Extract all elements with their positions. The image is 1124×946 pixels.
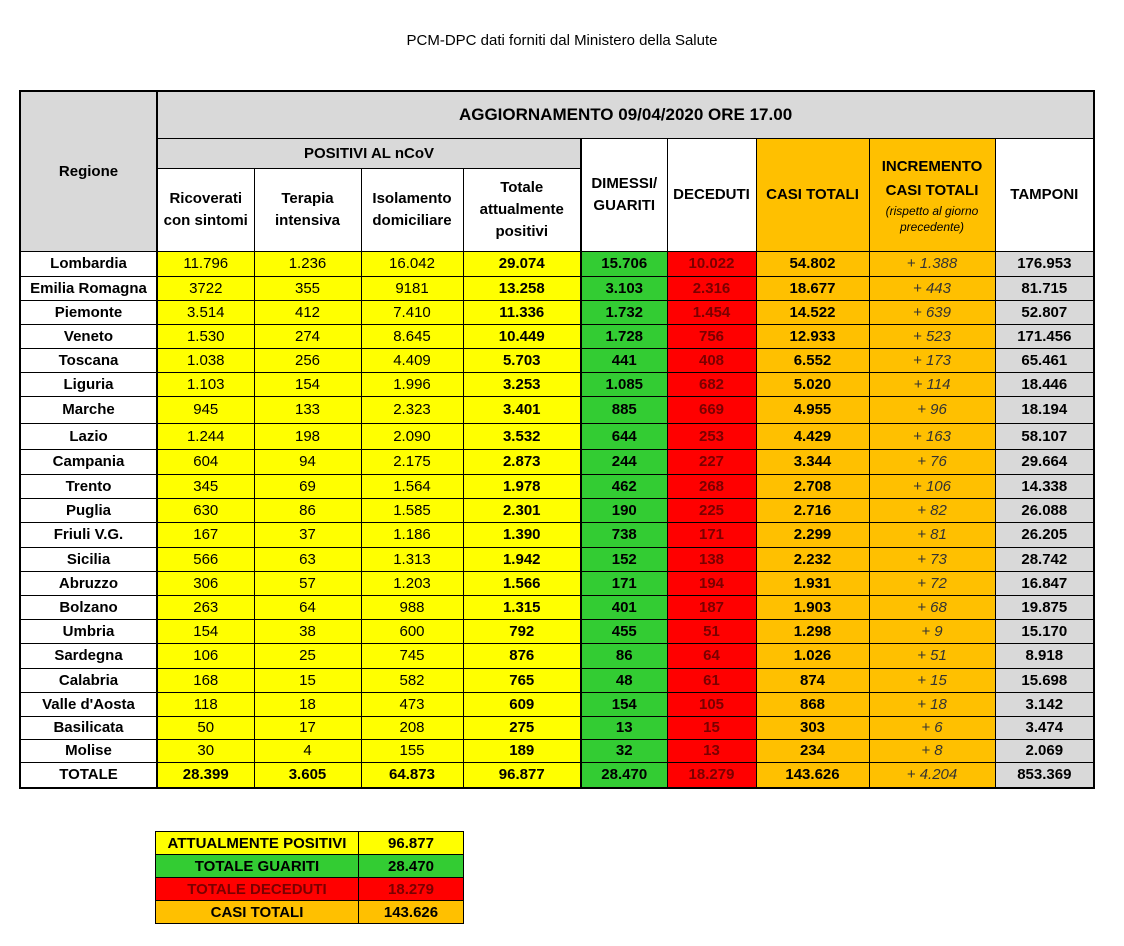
cell-regione: Lombardia: [20, 251, 157, 276]
summary-label: CASI TOTALI: [156, 901, 359, 924]
cell-deceduti: 13: [667, 739, 756, 762]
cell-tamponi: 18.446: [995, 372, 1094, 396]
cell-totale-positivi: 13.258: [463, 276, 581, 300]
summary-row: [156, 878, 464, 901]
cell-dimessi: 1.085: [581, 372, 667, 396]
cell-totale-positivi: 29.074: [463, 251, 581, 276]
cell-totale-positivi: 11.336: [463, 300, 581, 324]
cell-terapia: 4: [254, 739, 361, 762]
cell-isolamento: 473: [361, 692, 463, 716]
cell-totale-positivi: 1.315: [463, 595, 581, 619]
cell-dimessi: 3.103: [581, 276, 667, 300]
totale-deceduti: 18.279: [667, 762, 756, 788]
cell-regione: Abruzzo: [20, 571, 157, 595]
cell-ricoverati: 1.103: [157, 372, 254, 396]
cell-tamponi: 29.664: [995, 449, 1094, 474]
table-row: [20, 595, 1094, 619]
table-row: [20, 372, 1094, 396]
cell-isolamento: 1.996: [361, 372, 463, 396]
cell-dimessi: 190: [581, 498, 667, 522]
cell-terapia: 86: [254, 498, 361, 522]
header-dimessi: DIMESSI/ GUARITI: [581, 138, 667, 251]
cell-isolamento: 7.410: [361, 300, 463, 324]
cell-regione: Sicilia: [20, 547, 157, 571]
table-row: [20, 251, 1094, 276]
cell-terapia: 63: [254, 547, 361, 571]
cell-isolamento: 745: [361, 643, 463, 668]
cell-incremento: + 96: [869, 396, 995, 423]
source-title: PCM-DPC dati forniti dal Ministero della Salute: [406, 32, 718, 49]
cell-regione: Liguria: [20, 372, 157, 396]
totale-casi: 143.626: [756, 762, 869, 788]
totale-attualmente-positivi: 96.877: [463, 762, 581, 788]
cell-totale-positivi: 5.703: [463, 348, 581, 372]
header-positivi: POSITIVI AL nCoV: [157, 138, 581, 168]
cell-dimessi: 48: [581, 668, 667, 692]
cell-dimessi: 32: [581, 739, 667, 762]
cell-terapia: 355: [254, 276, 361, 300]
cell-incremento: + 82: [869, 498, 995, 522]
summary-label: ATTUALMENTE POSITIVI: [156, 832, 359, 855]
cell-totale-positivi: 3.401: [463, 396, 581, 423]
summary-label: TOTALE DECEDUTI: [156, 878, 359, 901]
cell-tamponi: 16.847: [995, 571, 1094, 595]
cell-dimessi: 15.706: [581, 251, 667, 276]
cell-casi-totali: 6.552: [756, 348, 869, 372]
header-tamponi: TAMPONI: [995, 138, 1094, 251]
cell-isolamento: 4.409: [361, 348, 463, 372]
header-casi-totali: CASI TOTALI: [756, 138, 869, 251]
cell-ricoverati: 263: [157, 595, 254, 619]
cell-tamponi: 14.338: [995, 474, 1094, 498]
cell-regione: Campania: [20, 449, 157, 474]
header-ricoverati: Ricoverati con sintomi: [157, 168, 254, 251]
cell-ricoverati: 118: [157, 692, 254, 716]
summary-label: TOTALE GUARITI: [156, 855, 359, 878]
cell-incremento: + 73: [869, 547, 995, 571]
cell-casi-totali: 12.933: [756, 324, 869, 348]
table-row: [20, 348, 1094, 372]
cell-incremento: + 72: [869, 571, 995, 595]
cell-totale-positivi: 189: [463, 739, 581, 762]
cell-regione: Friuli V.G.: [20, 522, 157, 547]
table-row: [20, 522, 1094, 547]
cell-incremento: + 106: [869, 474, 995, 498]
cell-deceduti: 756: [667, 324, 756, 348]
cell-terapia: 133: [254, 396, 361, 423]
cell-regione: Lazio: [20, 423, 157, 449]
cell-ricoverati: 1.038: [157, 348, 254, 372]
cell-casi-totali: 1.903: [756, 595, 869, 619]
summary-value: 18.279: [359, 878, 464, 901]
cell-totale-positivi: 3.253: [463, 372, 581, 396]
cell-regione: Umbria: [20, 619, 157, 643]
cell-totale-positivi: 765: [463, 668, 581, 692]
cell-incremento: + 163: [869, 423, 995, 449]
totale-terapia: 3.605: [254, 762, 361, 788]
cell-dimessi: 244: [581, 449, 667, 474]
cell-isolamento: 1.585: [361, 498, 463, 522]
totale-tamponi: 853.369: [995, 762, 1094, 788]
cell-tamponi: 2.069: [995, 739, 1094, 762]
cell-tamponi: 18.194: [995, 396, 1094, 423]
cell-tamponi: 52.807: [995, 300, 1094, 324]
cell-tamponi: 3.474: [995, 716, 1094, 739]
cell-isolamento: 600: [361, 619, 463, 643]
table-row: [20, 668, 1094, 692]
cell-ricoverati: 306: [157, 571, 254, 595]
cell-dimessi: 441: [581, 348, 667, 372]
totale-row: [20, 762, 1094, 788]
cell-incremento: + 9: [869, 619, 995, 643]
cell-incremento: + 8: [869, 739, 995, 762]
summary-value: 28.470: [359, 855, 464, 878]
cell-casi-totali: 868: [756, 692, 869, 716]
table-row: [20, 324, 1094, 348]
cell-incremento: + 114: [869, 372, 995, 396]
cell-dimessi: 154: [581, 692, 667, 716]
cell-ricoverati: 167: [157, 522, 254, 547]
cell-dimessi: 455: [581, 619, 667, 643]
header-incremento-title: INCREMENTO CASI TOTALI: [881, 157, 983, 199]
cell-isolamento: 8.645: [361, 324, 463, 348]
cell-ricoverati: 945: [157, 396, 254, 423]
cell-casi-totali: 4.955: [756, 396, 869, 423]
cell-dimessi: 644: [581, 423, 667, 449]
cell-totale-positivi: 876: [463, 643, 581, 668]
cell-totale-positivi: 792: [463, 619, 581, 643]
cell-isolamento: 2.090: [361, 423, 463, 449]
cell-isolamento: 2.323: [361, 396, 463, 423]
header-incremento: [869, 138, 995, 251]
cell-regione: Puglia: [20, 498, 157, 522]
table-row: [20, 571, 1094, 595]
header-regione: Regione: [20, 91, 157, 251]
cell-casi-totali: 2.716: [756, 498, 869, 522]
header-totale-positivi: Totale attualmente positivi: [463, 168, 581, 251]
table-row: [20, 619, 1094, 643]
cell-casi-totali: 1.026: [756, 643, 869, 668]
cell-tamponi: 65.461: [995, 348, 1094, 372]
cell-terapia: 18: [254, 692, 361, 716]
cell-ricoverati: 1.244: [157, 423, 254, 449]
cell-incremento: + 81: [869, 522, 995, 547]
table-row: [20, 396, 1094, 423]
cell-terapia: 256: [254, 348, 361, 372]
cell-deceduti: 1.454: [667, 300, 756, 324]
cell-deceduti: 138: [667, 547, 756, 571]
cell-isolamento: 988: [361, 595, 463, 619]
cell-totale-positivi: 3.532: [463, 423, 581, 449]
totale-incremento: + 4.204: [869, 762, 995, 788]
cell-isolamento: 208: [361, 716, 463, 739]
cell-ricoverati: 11.796: [157, 251, 254, 276]
cell-incremento: + 173: [869, 348, 995, 372]
cell-casi-totali: 1.931: [756, 571, 869, 595]
cell-incremento: + 76: [869, 449, 995, 474]
cell-dimessi: 885: [581, 396, 667, 423]
cell-totale-positivi: 1.978: [463, 474, 581, 498]
summary-value: 96.877: [359, 832, 464, 855]
cell-terapia: 412: [254, 300, 361, 324]
cell-isolamento: 1.313: [361, 547, 463, 571]
cell-tamponi: 28.742: [995, 547, 1094, 571]
covid-regions-table: [19, 90, 1095, 789]
cell-dimessi: 401: [581, 595, 667, 619]
cell-deceduti: 105: [667, 692, 756, 716]
cell-tamponi: 58.107: [995, 423, 1094, 449]
summary-table: [155, 831, 464, 924]
cell-terapia: 57: [254, 571, 361, 595]
header-incremento-sub: (rispetto al giorno precedente): [885, 203, 979, 234]
cell-casi-totali: 2.708: [756, 474, 869, 498]
cell-isolamento: 1.564: [361, 474, 463, 498]
cell-deceduti: 227: [667, 449, 756, 474]
cell-incremento: + 6: [869, 716, 995, 739]
cell-dimessi: 86: [581, 643, 667, 668]
cell-deceduti: 171: [667, 522, 756, 547]
cell-tamponi: 171.456: [995, 324, 1094, 348]
cell-deceduti: 10.022: [667, 251, 756, 276]
cell-isolamento: 1.186: [361, 522, 463, 547]
cell-regione: Toscana: [20, 348, 157, 372]
cell-tamponi: 26.205: [995, 522, 1094, 547]
cell-regione: Emilia Romagna: [20, 276, 157, 300]
cell-totale-positivi: 2.301: [463, 498, 581, 522]
cell-deceduti: 15: [667, 716, 756, 739]
cell-dimessi: 1.732: [581, 300, 667, 324]
table-row: [20, 692, 1094, 716]
cell-totale-positivi: 1.390: [463, 522, 581, 547]
cell-dimessi: 462: [581, 474, 667, 498]
cell-terapia: 64: [254, 595, 361, 619]
cell-totale-positivi: 1.942: [463, 547, 581, 571]
cell-dimessi: 152: [581, 547, 667, 571]
cell-ricoverati: 630: [157, 498, 254, 522]
table-row: [20, 449, 1094, 474]
cell-deceduti: 268: [667, 474, 756, 498]
cell-tamponi: 176.953: [995, 251, 1094, 276]
cell-ricoverati: 154: [157, 619, 254, 643]
cell-regione: Bolzano: [20, 595, 157, 619]
cell-regione: Molise: [20, 739, 157, 762]
cell-incremento: + 1.388: [869, 251, 995, 276]
cell-ricoverati: 3.514: [157, 300, 254, 324]
cell-incremento: + 51: [869, 643, 995, 668]
totale-isolamento: 64.873: [361, 762, 463, 788]
cell-deceduti: 194: [667, 571, 756, 595]
cell-dimessi: 1.728: [581, 324, 667, 348]
cell-incremento: + 639: [869, 300, 995, 324]
cell-isolamento: 155: [361, 739, 463, 762]
cell-terapia: 69: [254, 474, 361, 498]
cell-terapia: 198: [254, 423, 361, 449]
cell-ricoverati: 604: [157, 449, 254, 474]
cell-terapia: 25: [254, 643, 361, 668]
cell-tamponi: 3.142: [995, 692, 1094, 716]
cell-isolamento: 9181: [361, 276, 463, 300]
totale-ricoverati: 28.399: [157, 762, 254, 788]
table-row: [20, 716, 1094, 739]
header-isolamento: Isolamento domiciliare: [361, 168, 463, 251]
summary-row: [156, 855, 464, 878]
table-row: [20, 423, 1094, 449]
cell-casi-totali: 874: [756, 668, 869, 692]
cell-isolamento: 2.175: [361, 449, 463, 474]
cell-ricoverati: 106: [157, 643, 254, 668]
cell-dimessi: 171: [581, 571, 667, 595]
cell-isolamento: 1.203: [361, 571, 463, 595]
totale-label: TOTALE: [20, 762, 157, 788]
table-row: [20, 474, 1094, 498]
table-row: [20, 276, 1094, 300]
cell-tamponi: 19.875: [995, 595, 1094, 619]
cell-tamponi: 81.715: [995, 276, 1094, 300]
cell-casi-totali: 54.802: [756, 251, 869, 276]
cell-ricoverati: 3722: [157, 276, 254, 300]
cell-incremento: + 18: [869, 692, 995, 716]
cell-terapia: 154: [254, 372, 361, 396]
cell-regione: Piemonte: [20, 300, 157, 324]
cell-ricoverati: 168: [157, 668, 254, 692]
cell-deceduti: 669: [667, 396, 756, 423]
cell-totale-positivi: 609: [463, 692, 581, 716]
table-row: [20, 300, 1094, 324]
cell-deceduti: 187: [667, 595, 756, 619]
cell-incremento: + 68: [869, 595, 995, 619]
cell-casi-totali: 18.677: [756, 276, 869, 300]
cell-deceduti: 64: [667, 643, 756, 668]
table-row: [20, 547, 1094, 571]
cell-incremento: + 15: [869, 668, 995, 692]
cell-dimessi: 13: [581, 716, 667, 739]
cell-regione: Trento: [20, 474, 157, 498]
cell-terapia: 37: [254, 522, 361, 547]
cell-terapia: 17: [254, 716, 361, 739]
cell-casi-totali: 1.298: [756, 619, 869, 643]
cell-casi-totali: 303: [756, 716, 869, 739]
cell-casi-totali: 234: [756, 739, 869, 762]
cell-isolamento: 582: [361, 668, 463, 692]
cell-totale-positivi: 1.566: [463, 571, 581, 595]
cell-incremento: + 523: [869, 324, 995, 348]
cell-tamponi: 26.088: [995, 498, 1094, 522]
cell-regione: Marche: [20, 396, 157, 423]
cell-regione: Calabria: [20, 668, 157, 692]
cell-totale-positivi: 2.873: [463, 449, 581, 474]
summary-row: [156, 901, 464, 924]
table-row: [20, 498, 1094, 522]
cell-isolamento: 16.042: [361, 251, 463, 276]
cell-tamponi: 15.698: [995, 668, 1094, 692]
summary-value: 143.626: [359, 901, 464, 924]
cell-casi-totali: 14.522: [756, 300, 869, 324]
cell-terapia: 38: [254, 619, 361, 643]
cell-tamponi: 15.170: [995, 619, 1094, 643]
cell-regione: Valle d'Aosta: [20, 692, 157, 716]
table-row: [20, 643, 1094, 668]
cell-terapia: 94: [254, 449, 361, 474]
header-deceduti: DECEDUTI: [667, 138, 756, 251]
cell-regione: Basilicata: [20, 716, 157, 739]
cell-deceduti: 682: [667, 372, 756, 396]
cell-ricoverati: 566: [157, 547, 254, 571]
cell-ricoverati: 345: [157, 474, 254, 498]
cell-totale-positivi: 275: [463, 716, 581, 739]
cell-casi-totali: 2.232: [756, 547, 869, 571]
cell-totale-positivi: 10.449: [463, 324, 581, 348]
cell-ricoverati: 50: [157, 716, 254, 739]
cell-regione: Veneto: [20, 324, 157, 348]
header-aggiornamento: AGGIORNAMENTO 09/04/2020 ORE 17.00: [157, 91, 1094, 138]
cell-incremento: + 443: [869, 276, 995, 300]
header-terapia: Terapia intensiva: [254, 168, 361, 251]
cell-ricoverati: 1.530: [157, 324, 254, 348]
cell-deceduti: 408: [667, 348, 756, 372]
cell-terapia: 1.236: [254, 251, 361, 276]
cell-dimessi: 738: [581, 522, 667, 547]
cell-terapia: 274: [254, 324, 361, 348]
cell-deceduti: 253: [667, 423, 756, 449]
table-row: [20, 739, 1094, 762]
cell-ricoverati: 30: [157, 739, 254, 762]
cell-deceduti: 225: [667, 498, 756, 522]
cell-deceduti: 51: [667, 619, 756, 643]
cell-casi-totali: 3.344: [756, 449, 869, 474]
cell-deceduti: 2.316: [667, 276, 756, 300]
cell-deceduti: 61: [667, 668, 756, 692]
cell-casi-totali: 5.020: [756, 372, 869, 396]
cell-tamponi: 8.918: [995, 643, 1094, 668]
cell-casi-totali: 2.299: [756, 522, 869, 547]
cell-regione: Sardegna: [20, 643, 157, 668]
cell-casi-totali: 4.429: [756, 423, 869, 449]
totale-dimessi: 28.470: [581, 762, 667, 788]
cell-terapia: 15: [254, 668, 361, 692]
summary-row: [156, 832, 464, 855]
